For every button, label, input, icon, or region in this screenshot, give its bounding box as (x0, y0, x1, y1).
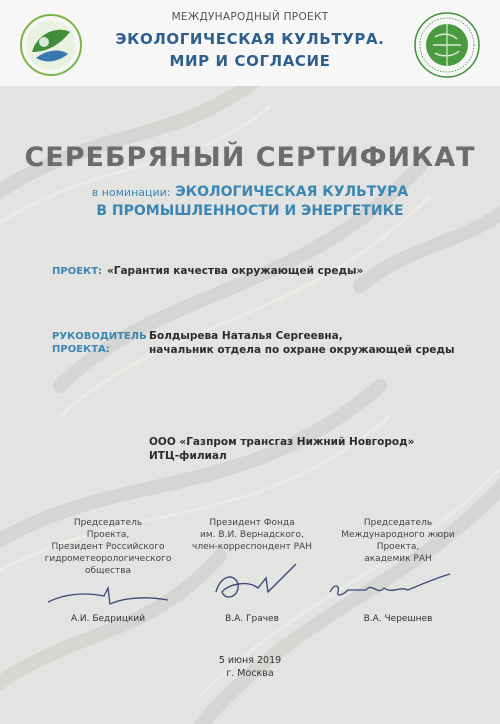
certificate-city: г. Москва (226, 668, 274, 679)
leader-name: Болдырева Наталья Сергеевна, (149, 330, 343, 342)
signature-1-image (44, 582, 174, 612)
signatory-1-name: А.И. Бедрицкий (70, 614, 146, 624)
leader-label-2: ПРОЕКТА: (52, 344, 110, 355)
header-project-title-1: ЭКОЛОГИЧЕСКАЯ КУЛЬТУРА. (115, 30, 385, 48)
leader-position: начальник отдела по охране окружающей среды (149, 344, 455, 356)
signatory-2-line: им. В.И. Вернадского, (200, 530, 304, 540)
signatory-2-name: В.А. Грачев (225, 614, 279, 624)
signatory-1-line: гидрометеорологического (44, 554, 172, 564)
certificate-header (0, 0, 500, 86)
signatory-2-title (172, 517, 332, 553)
signatory-3-line: Международного жюри (341, 530, 455, 540)
signatory-1-line: Президент Российского (51, 542, 165, 552)
header-project-title-2: МИР И СОГЛАСИЕ (169, 52, 331, 70)
signatory-2-line: Президент Фонда (209, 518, 295, 528)
signatory-1-line: Председатель (73, 518, 143, 528)
leaf-pattern-background (0, 86, 500, 724)
signature-2-image (208, 562, 308, 608)
nomination-title-2: В ПРОМЫШЛЕННОСТИ И ЭНЕРГЕТИКЕ (96, 203, 404, 219)
organization-branch: ИТЦ-филиал (149, 450, 227, 462)
leader-label-1: РУКОВОДИТЕЛЬ (52, 331, 147, 342)
signatory-3-line: Проекта, (376, 542, 420, 552)
certificate-title: СЕРЕБРЯНЫЙ СЕРТИФИКАТ (24, 142, 476, 173)
certificate-date: 5 июня 2019 (218, 655, 282, 666)
signatory-3-title (318, 517, 478, 565)
signatory-2-line: член-корреспондент РАН (192, 542, 312, 552)
organization-name: ООО «Газпром трансгаз Нижний Новгород» (149, 436, 415, 448)
certificate-body (0, 86, 500, 724)
signatory-3-line: академик РАН (364, 554, 432, 564)
header-project-label: МЕЖДУНАРОДНЫЙ ПРОЕКТ (171, 11, 329, 23)
signatory-3-line: Председатель (363, 518, 433, 528)
signature-3-image (326, 570, 456, 606)
signatory-3-name: В.А. Черешнев (363, 614, 433, 624)
nomination-title-1: ЭКОЛОГИЧЕСКАЯ КУЛЬТУРА (175, 184, 409, 200)
project-label: ПРОЕКТ: (52, 266, 103, 277)
nomination-prefix: в номинации: (91, 186, 171, 199)
signatory-1-line: Проекта, (86, 530, 130, 540)
signatory-1-title (28, 517, 188, 577)
project-value: «Гарантия качества окружающей среды» (107, 265, 364, 277)
signatory-1-line: общества (84, 566, 132, 576)
green-globe-seal-icon (413, 11, 481, 79)
nomination-line-1 (0, 184, 500, 200)
